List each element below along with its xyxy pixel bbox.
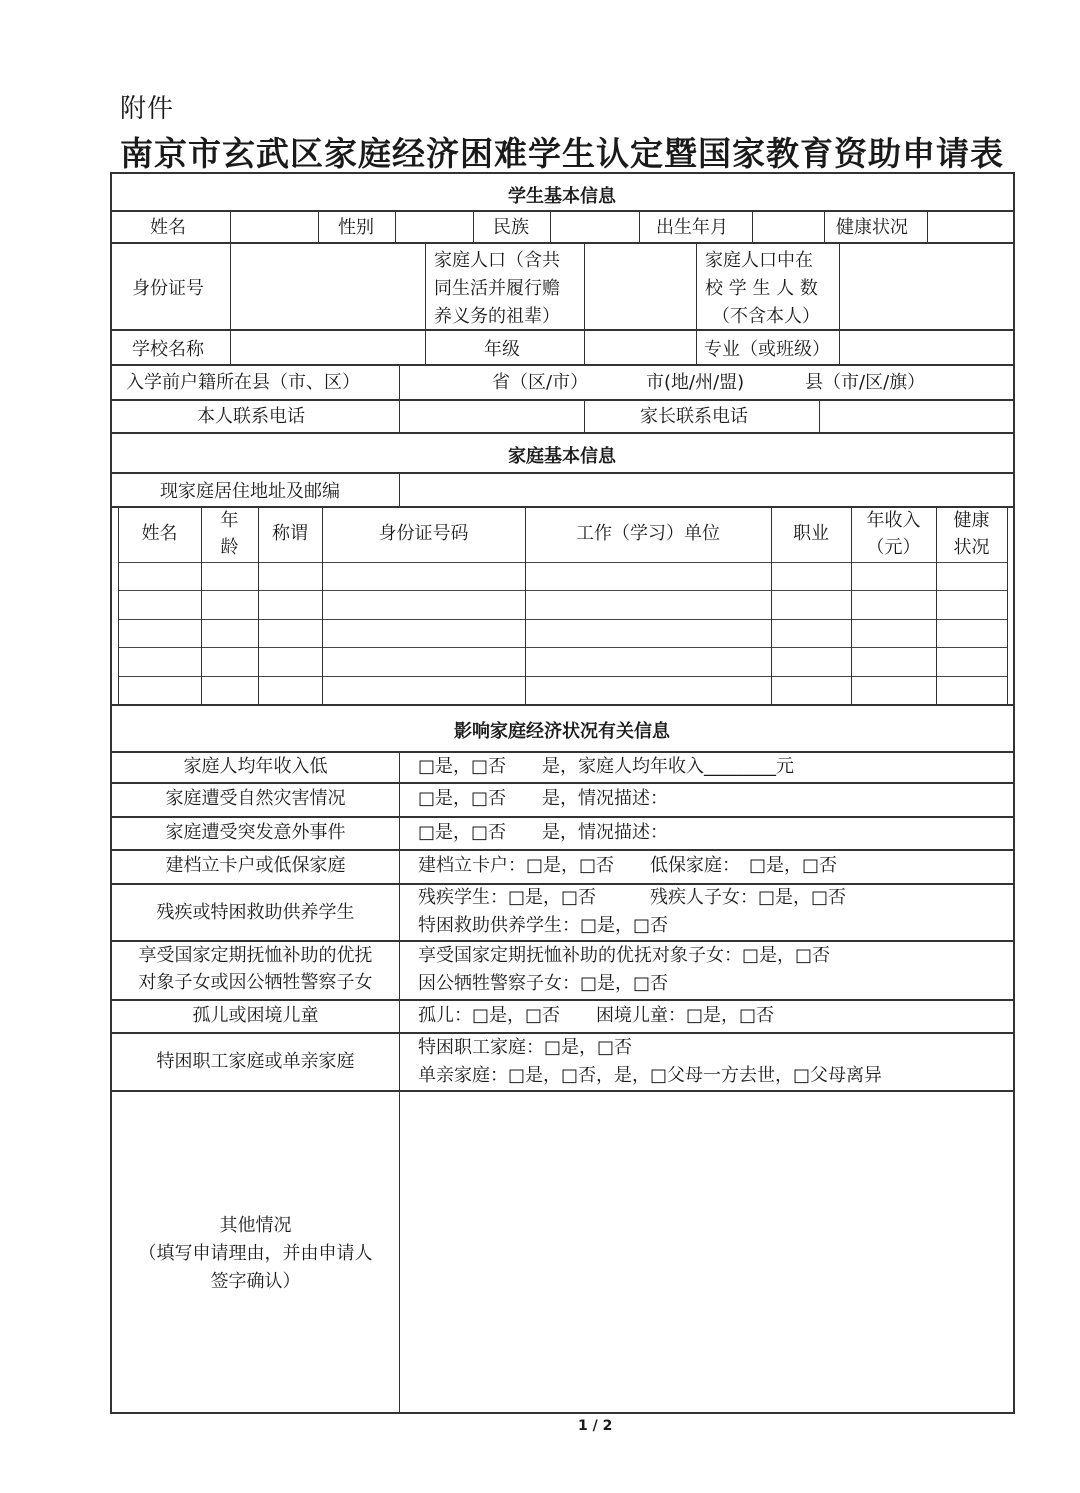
form-title: 南京市玄武区家庭经济困难学生认定暨国家教育资助申请表 (120, 134, 1004, 173)
family-col-name: 姓名 (141, 523, 178, 544)
poverty-registered-label: 建档立卡户或低保家庭 (165, 855, 346, 876)
other-situation-input-area[interactable] (401, 1092, 1009, 1410)
family-col-id-number: 身份证号码 (378, 523, 469, 544)
students-in-school-label-line1: 家庭人口中在 (705, 250, 813, 271)
poverty-registered-options: 建档立卡户：□是，□否 低保家庭： □是，□否 (418, 855, 838, 876)
other-situation-label-line2: （填写申请理由，并由申请人 (138, 1243, 373, 1264)
martyr-family-options-line2: 因公牺牲警察子女：□是，□否 (418, 973, 669, 994)
natural-disaster-options: □是，□否 是，情况描述： (418, 788, 669, 809)
martyr-family-options-line1: 享受国家定期抚恤补助的优抚对象子女：□是，□否 (418, 945, 831, 966)
other-situation-label-line3: 签字确认） (210, 1271, 301, 1292)
family-col-workplace: 工作（学习）单位 (576, 523, 720, 544)
students-in-school-label-line3: （不含本人） (712, 306, 820, 327)
application-form (110, 172, 1015, 1414)
school-name-label: 学校名称 (132, 339, 204, 360)
own-phone-label: 本人联系电话 (197, 406, 305, 427)
home-address-label: 现家庭居住地址及邮编 (160, 481, 340, 502)
accident-options: □是，□否 是，情况描述： (418, 822, 669, 843)
household-size-label-line2: 同生活并履行赡 (434, 278, 560, 299)
family-col-health: 健康 状况 (953, 510, 990, 558)
low-income-options: □是，□否 是，家庭人均年收入________元 (418, 756, 795, 777)
province-label: 省（区/市） (492, 372, 589, 393)
page-number: 1 / 2 (578, 1418, 613, 1434)
hukou-county-label: 入学前户籍所在县（市、区） (126, 372, 360, 393)
ethnicity-label: 民族 (493, 217, 529, 238)
disability-options-line1: 残疾学生：□是，□否 残疾人子女：□是，□否 (418, 887, 847, 908)
id-number-label: 身份证号 (132, 278, 204, 299)
parent-phone-label: 家长联系电话 (640, 406, 748, 427)
family-col-occupation: 职业 (793, 523, 829, 544)
martyr-family-label: 享受国家定期抚恤补助的优抚 对象子女或因公牺牲警察子女 (138, 945, 373, 993)
low-income-label: 家庭人均年收入低 (183, 756, 328, 777)
county-label: 县（市/区/旗） (805, 372, 926, 393)
family-col-age: 年 龄 (220, 510, 239, 558)
household-size-label-line3: 养义务的祖辈） (434, 306, 560, 327)
household-size-label-line1: 家庭人口（含共 (434, 250, 560, 271)
other-situation-label-line1: 其他情况 (219, 1215, 292, 1236)
health-status-label: 健康状况 (836, 217, 908, 238)
single-parent-label: 特困职工家庭或单亲家庭 (156, 1051, 355, 1072)
disability-label: 残疾或特困救助供养学生 (156, 902, 355, 923)
single-parent-options-line2: 单亲家庭：□是，□否，是，□父母一方去世，□父母离异 (418, 1065, 883, 1086)
attachment-label: 附件 (120, 94, 175, 124)
city-label: 市(地/州/盟) (646, 372, 745, 393)
name-label: 姓名 (150, 217, 186, 238)
family-col-relation: 称谓 (272, 523, 308, 544)
single-parent-options-line1: 特困职工家庭：□是，□否 (418, 1037, 633, 1058)
family-col-annual-income: 年收入 （元） (866, 510, 921, 558)
grade-label: 年级 (484, 339, 520, 360)
orphan-label: 孤儿或困境儿童 (192, 1005, 319, 1026)
orphan-options: 孤儿：□是，□否 困境儿童：□是，□否 (418, 1005, 775, 1026)
disability-options-line2: 特困救助供养学生：□是，□否 (418, 915, 669, 936)
major-class-label: 专业（或班级） (704, 339, 830, 360)
economic-info-section-title: 影响家庭经济状况有关信息 (454, 721, 670, 742)
family-info-section-title: 家庭基本信息 (508, 446, 616, 467)
natural-disaster-label: 家庭遭受自然灾害情况 (165, 788, 346, 809)
gender-label: 性别 (338, 217, 374, 238)
birth-date-label: 出生年月 (656, 217, 728, 238)
students-in-school-label-line2: 校 学 生 人 数 (705, 278, 818, 299)
accident-label: 家庭遭受突发意外事件 (165, 822, 346, 843)
student-info-section-title: 学生基本信息 (508, 186, 616, 207)
